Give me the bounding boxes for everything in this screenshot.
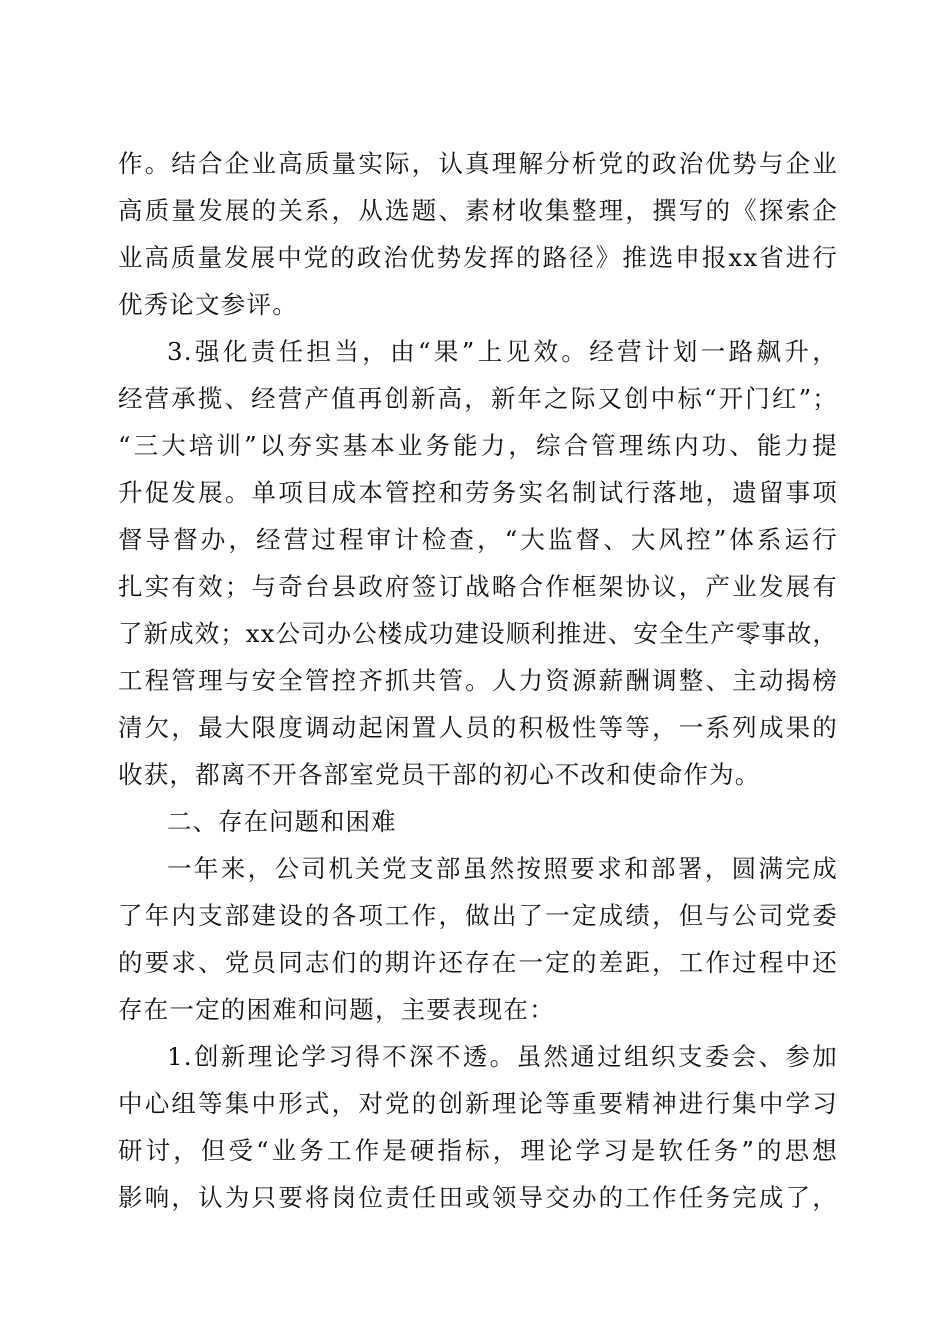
paragraph-line: 存在一定的困难和问题，主要表现在： [118, 995, 555, 1024]
paragraph-line: 中心组等集中形式，对党的创新理论等重要精神进行集中学习 [118, 1089, 838, 1118]
paragraph-line: “三大培训”以夯实基本业务能力，综合管理练内功、能力提 [118, 431, 838, 460]
paragraph-line: 工程管理与安全管控齐抓共管。人力资源薪酬调整、主动揭榜 [118, 666, 838, 695]
paragraph-line: 清欠，最大限度调动起闲置人员的积极性等等，一系列成果的 [118, 713, 838, 742]
section-heading: 二、存在问题和困难 [167, 807, 397, 836]
paragraph-line: 影响，认为只要将岗位责任田或领导交办的工作任务完成了， [118, 1183, 838, 1212]
paragraph-line: 收获，都离不开各部室党员干部的初心不改和使命作为。 [118, 760, 761, 789]
paragraph-line: 了新成效；xx公司办公楼成功建设顺利推进、安全生产零事故， [118, 619, 838, 648]
paragraph-line: 督导督办，经营过程审计检查，“大监督、大风控”体系运行 [118, 525, 838, 554]
paragraph-line: 高质量发展的关系，从选题、素材收集整理，撰写的《探索企 [118, 196, 838, 225]
paragraph-line: 一年来，公司机关党支部虽然按照要求和部署，圆满完成 [167, 854, 838, 883]
paragraph-line: 业高质量发展中党的政治优势发挥的路径》推选申报xx省进行 [118, 243, 838, 272]
paragraph-line: 经营承揽、经营产值再创新高，新年之际又创中标“开门红”； [118, 384, 838, 413]
paragraph-line: 的要求、党员同志们的期许还存在一定的差距，工作过程中还 [118, 948, 838, 977]
paragraph-line: 扎实有效；与奇台县政府签订战略合作框架协议，产业发展有 [118, 572, 838, 601]
paragraph-line: 1.创新理论学习得不深不透。虽然通过组织支委会、参加 [167, 1042, 838, 1071]
document-body [118, 140, 838, 1221]
paragraph-line: 升促发展。单项目成本管控和劳务实名制试行落地，遗留事项 [118, 478, 838, 507]
paragraph-line: 作。结合企业高质量实际，认真理解分析党的政治优势与企业 [118, 149, 838, 178]
paragraph-line: 研讨，但受“业务工作是硬指标，理论学习是软任务”的思想 [118, 1136, 838, 1165]
paragraph-line: 3.强化责任担当，由“果”上见效。经营计划一路飙升， [167, 337, 838, 366]
paragraph-line: 优秀论文参评。 [118, 290, 298, 319]
paragraph-line: 了年内支部建设的各项工作，做出了一定成绩，但与公司党委 [118, 901, 838, 930]
